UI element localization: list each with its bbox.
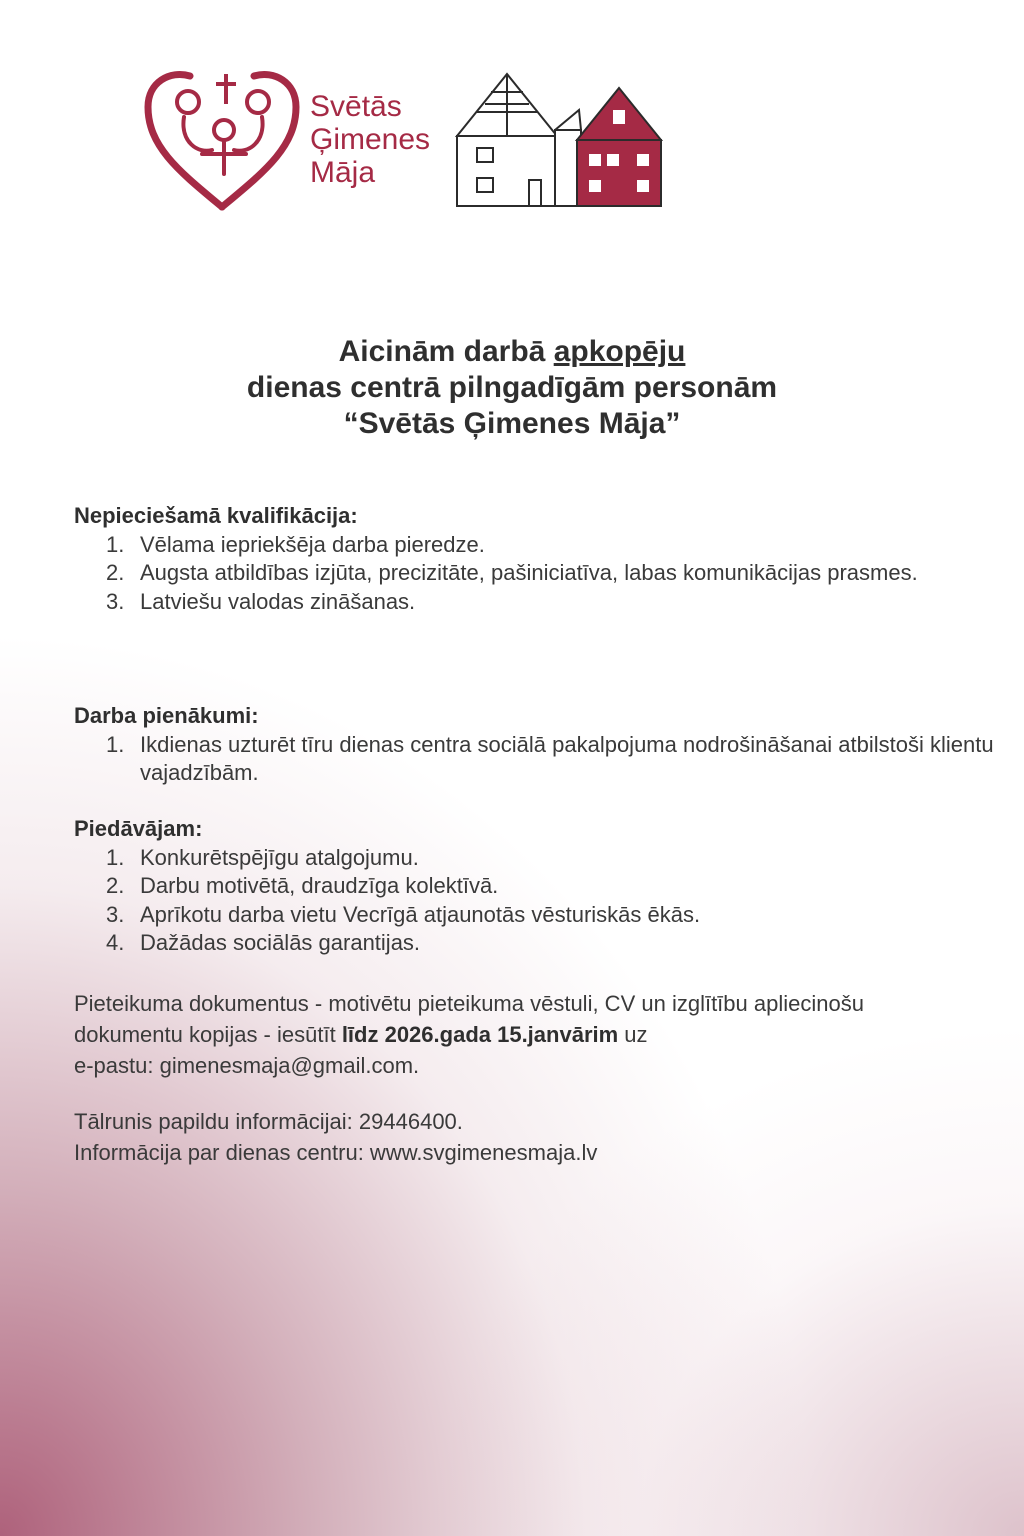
- qualification-section: [74, 502, 1004, 616]
- application-email-line[interactable]: e-pastu: gimenesmaja@gmail.com.: [74, 1053, 420, 1078]
- qualification-heading: Nepieciešamā kvalifikācija:: [74, 503, 358, 528]
- title-line-1-position: apkopēju: [553, 335, 686, 368]
- list-item: 1. Vēlama iepriekšēja darba pieredze.: [106, 531, 485, 557]
- offer-heading: Piedāvājam:: [74, 816, 203, 841]
- list-item: 3. Latviešu valodas zināšanas.: [106, 588, 416, 614]
- logo-line-1: Svētās: [310, 90, 402, 123]
- page-title: [0, 334, 1024, 442]
- website-line[interactable]: Informācija par dienas centru: www.svgimenesmaja.lv: [74, 1140, 598, 1165]
- logo-line-2: Ģimenes: [310, 123, 431, 156]
- duties-heading: Darba pienākumi:: [74, 703, 259, 728]
- application-line-2-suffix: uz: [618, 1022, 648, 1047]
- historic-houses-icon: [455, 70, 665, 210]
- title-line-3: “Svētās Ģimenes Māja”: [343, 407, 681, 440]
- list-item: 3. Aprīkotu darba vietu Vecrīgā atjaunotās vēsturiskās ēkās.: [106, 901, 701, 927]
- title-line-2: dienas centrā pilngadīgām personām: [246, 371, 778, 404]
- list-item: 4. Dažādas sociālās garantijas.: [106, 930, 421, 955]
- title-line-1-prefix: Aicinām darbā: [338, 335, 554, 368]
- logo-text: [310, 90, 430, 189]
- list-item: 1. Ikdienas uzturēt tīru dienas centra sociālā pakalpojuma nodrošināšanai atbilstoši klientu vajadzībām.: [106, 731, 994, 785]
- organization-logo: [140, 62, 680, 222]
- duties-section: [74, 702, 1004, 788]
- heart-family-icon: [140, 62, 305, 212]
- application-deadline: līdz 2026.gada 15.janvārim: [341, 1022, 619, 1047]
- application-instructions: [74, 988, 1014, 1081]
- list-item: 1. Konkurētspējīgu atalgojumu.: [106, 844, 419, 870]
- list-item: 2. Darbu motivētā, draudzīga kolektīvā.: [106, 873, 499, 898]
- application-line-1: Pieteikuma dokumentus - motivētu pieteikuma vēstuli, CV un izglītību apliecinošu: [74, 991, 864, 1016]
- offer-section: [74, 815, 1004, 958]
- contact-info: [74, 1106, 1014, 1168]
- logo-line-3: Māja: [310, 156, 376, 189]
- list-item: 2. Augsta atbildības izjūta, precizitāte, pašiniciatīva, labas komunikācijas prasmes.: [106, 560, 918, 585]
- phone-line: Tālrunis papildu informācijai: 29446400.: [74, 1109, 463, 1134]
- application-line-2-prefix: dokumentu kopijas - iesūtīt: [74, 1022, 342, 1047]
